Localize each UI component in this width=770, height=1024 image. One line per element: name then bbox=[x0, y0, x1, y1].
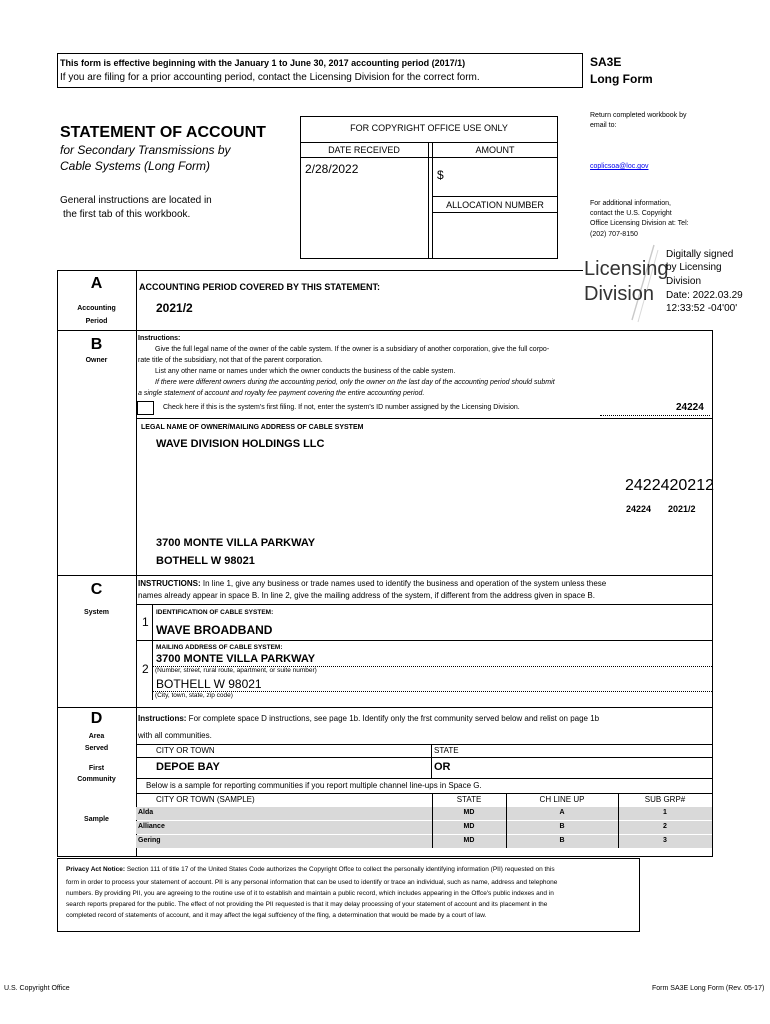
first-community-city[interactable]: DEPOE BAY bbox=[156, 761, 220, 773]
sample-table bbox=[136, 794, 712, 852]
page-title: STATEMENT OF ACCOUNT bbox=[60, 124, 266, 141]
amount-value[interactable]: $ bbox=[437, 168, 444, 182]
sample-cell-lineup: A bbox=[559, 809, 565, 816]
return-note-2: email to: bbox=[590, 122, 617, 129]
system-id-value[interactable]: 24224 bbox=[676, 402, 704, 413]
sample-cell-state: MD bbox=[463, 823, 475, 830]
street-hint: (Number, street, rural route, apartment, or suite number) bbox=[155, 667, 317, 674]
privacy-line-5: completed record of statements of account, and it may affect the legal suffciency of the fling, a determination that would be made by a court of law. bbox=[66, 912, 487, 919]
general-instructions-1: General instructions are located in bbox=[60, 195, 212, 206]
sample-cell-city: Gering bbox=[138, 837, 161, 844]
mailing-address-value[interactable]: 3700 MONTE VILLA PARKWAY bbox=[156, 653, 316, 665]
owner-big-code: 2422420212 bbox=[625, 477, 714, 494]
signature-name-1: Licensing bbox=[584, 258, 669, 280]
space-b-instruction-5: a single statement of account and royalty fee payment covering the entire accounting period. bbox=[138, 390, 425, 397]
space-d-instructions-head: Instructions: bbox=[138, 714, 187, 723]
city-hint: (City, town, state, zip code) bbox=[155, 692, 233, 699]
line-2-number: 2 bbox=[142, 662, 149, 676]
first-community-state[interactable]: OR bbox=[434, 761, 451, 773]
sample-header-city: CITY OR TOWN (SAMPLE) bbox=[156, 795, 255, 804]
signature-line-2: by Licensing bbox=[666, 262, 722, 273]
space-d-letter: D bbox=[90, 710, 103, 727]
signature-line-5: 12:33:52 -04'00' bbox=[666, 303, 738, 314]
signature-name-2: Division bbox=[584, 283, 655, 305]
space-c-instruction-1-text: In line 1, give any business or trade names used to identify the business and operation of the system unless these bbox=[200, 579, 607, 588]
sample-header-state: STATE bbox=[456, 795, 482, 804]
privacy-line-4: search reports prepared for the public. The effect of not providing the PII requested is that it may delay processing of your statement of account and its placement in the bbox=[66, 901, 548, 908]
date-received-value[interactable]: 2/28/2022 bbox=[305, 162, 359, 176]
space-d-label-first: First bbox=[88, 765, 105, 772]
owner-code-a: 24224 bbox=[626, 504, 652, 514]
space-b-instruction-3: List any other name or names under which the owner conducts the business of the cable system. bbox=[155, 368, 456, 375]
general-instructions-2: the first tab of this workbook. bbox=[63, 209, 191, 220]
space-d-label-served: Served bbox=[84, 745, 109, 752]
form-name: Long Form bbox=[590, 72, 653, 86]
mailing-city-value[interactable]: BOTHELL W 98021 bbox=[156, 677, 262, 691]
space-d-instruction-1 bbox=[138, 714, 599, 723]
date-received-label: DATE RECEIVED bbox=[328, 145, 400, 155]
allocation-number-label: ALLOCATION NUMBER bbox=[446, 200, 544, 210]
effective-line: This form is effective beginning with the January 1 to June 30, 2017 accounting period (2017/1) bbox=[60, 58, 466, 68]
signature-line-4: Date: 2022.03.29 bbox=[666, 290, 743, 301]
space-c-instruction-1 bbox=[138, 579, 606, 588]
space-b-instruction-2: rate title of the subsidiary, not that of the parent corporation. bbox=[138, 357, 323, 364]
space-d-label-area: Area bbox=[88, 733, 105, 740]
info-note-3: Office Licensing Division at: Tel: bbox=[590, 220, 689, 227]
sample-header-subgrp: SUB GRP# bbox=[644, 795, 686, 804]
owner-address-1[interactable]: 3700 MONTE VILLA PARKWAY bbox=[156, 537, 316, 549]
privacy-head: Privacy Act Notice: bbox=[66, 866, 126, 873]
state-label: STATE bbox=[434, 746, 459, 755]
page-subtitle-2: Cable Systems (Long Form) bbox=[60, 159, 211, 173]
info-note-4: (202) 707-8150 bbox=[590, 231, 638, 238]
sample-cell-state: MD bbox=[463, 809, 475, 816]
legal-name-label: LEGAL NAME OF OWNER/MAILING ADDRESS OF CABLE SYSTEM bbox=[141, 424, 364, 431]
space-b-instructions-head: Instructions: bbox=[138, 335, 181, 342]
space-d-instruction-1-text: For complete space D instructions, see page 1b. Identify only the frst community served below and relist on page 1b bbox=[186, 714, 600, 723]
space-b-instruction-4: If there were different owners during the accounting period, only the owner on the last day of the accounting period should submit bbox=[155, 379, 555, 386]
privacy-line-3: numbers. By providing PII, you are agreeing to the routine use of it to establish and maintain a public record, which includes appearing in the Offce's public indexes and in bbox=[66, 890, 554, 897]
space-c-letter: C bbox=[90, 581, 103, 598]
space-d-instruction-2: with all communities. bbox=[138, 731, 212, 740]
space-b-instruction-1: Give the full legal name of the owner of the cable system. If the owner is a subsidiary of another corporation, give the full corpo- bbox=[155, 346, 550, 353]
page-subtitle-1: for Secondary Transmissions by bbox=[60, 143, 231, 157]
sample-cell-lineup: B bbox=[559, 837, 565, 844]
owner-code-b: 2021/2 bbox=[668, 504, 696, 514]
space-c-instructions-head: INSTRUCTIONS: bbox=[138, 579, 201, 588]
space-a-label-1: Accounting bbox=[77, 305, 116, 312]
sample-note: Below is a sample for reporting communities if you report multiple channel line-ups in Space G. bbox=[146, 781, 482, 790]
info-note-2: contact the U.S. Copyright bbox=[590, 210, 672, 217]
accounting-period-heading: ACCOUNTING PERIOD COVERED BY THIS STATEMENT: bbox=[139, 282, 381, 292]
space-c-label: System bbox=[84, 609, 109, 616]
first-filing-checkbox[interactable] bbox=[137, 401, 154, 415]
sample-cell-city: Alliance bbox=[138, 823, 165, 830]
privacy-line-1-text: Section 111 of title 17 of the United States Code authorizes the Copyright Offce to collect the personally identifying information (PII) requested on this bbox=[125, 866, 555, 873]
mailing-address-label: MAILING ADDRESS OF CABLE SYSTEM: bbox=[156, 644, 283, 651]
space-a-letter: A bbox=[90, 275, 103, 292]
sample-cell-subgrp: 3 bbox=[663, 837, 667, 844]
line-1-number: 1 bbox=[142, 615, 149, 629]
privacy-line-2: form in order to process your statement of account. PII is any personal information that can be used to identify or trace an individual, such as name, address and telephone bbox=[66, 879, 558, 886]
sample-cell-city: Alda bbox=[138, 809, 154, 816]
signature-line-3: Division bbox=[666, 276, 702, 287]
space-a-label-2: Period bbox=[85, 318, 108, 325]
identification-value[interactable]: WAVE BROADBAND bbox=[156, 623, 273, 637]
owner-address-2[interactable]: BOTHELL W 98021 bbox=[156, 555, 255, 567]
sample-header-lineup: CH LINE UP bbox=[539, 795, 585, 804]
owner-name-value[interactable]: WAVE DIVISION HOLDINGS LLC bbox=[156, 438, 325, 450]
accounting-period-value[interactable]: 2021/2 bbox=[156, 301, 193, 315]
city-or-town-label: CITY OR TOWN bbox=[156, 746, 215, 755]
office-use-box bbox=[300, 116, 558, 259]
sample-cell-subgrp: 2 bbox=[663, 823, 667, 830]
form-code: SA3E bbox=[590, 55, 622, 69]
space-d-label-community: Community bbox=[77, 776, 116, 783]
space-c-instruction-2: names already appear in space B. In line 2, give the mailing address of the system, if different from the address given in space B. bbox=[138, 591, 595, 600]
sample-cell-subgrp: 1 bbox=[663, 809, 667, 816]
prior-period-line: If you are filing for a prior accounting period, contact the Licensing Division for the correct form. bbox=[60, 72, 480, 83]
office-use-heading: FOR COPYRIGHT OFFICE USE ONLY bbox=[350, 123, 508, 133]
space-b-letter: B bbox=[90, 336, 103, 353]
return-note-1: Return completed workbook by bbox=[590, 112, 687, 119]
space-b-label: Owner bbox=[85, 357, 108, 364]
identification-label: IDENTIFICATION OF CABLE SYSTEM: bbox=[156, 609, 274, 616]
footer-left: U.S. Copyright Office bbox=[4, 985, 70, 992]
sample-cell-lineup: B bbox=[559, 823, 565, 830]
amount-label: AMOUNT bbox=[475, 145, 515, 155]
sample-cell-state: MD bbox=[463, 837, 475, 844]
privacy-line-1 bbox=[66, 866, 555, 873]
signature-line-1: Digitally signed bbox=[666, 249, 734, 260]
space-d-label-sample: Sample bbox=[84, 816, 109, 823]
footer-right: Form SA3E Long Form (Rev. 05-17) bbox=[652, 985, 765, 992]
info-note-1: For additional information, bbox=[590, 200, 671, 207]
email-link[interactable]: coplicsoa@loc.gov bbox=[590, 163, 649, 170]
first-filing-text: Check here if this is the system's first filing. If not, enter the system's ID number assigned by the Licensing Division. bbox=[163, 404, 520, 411]
